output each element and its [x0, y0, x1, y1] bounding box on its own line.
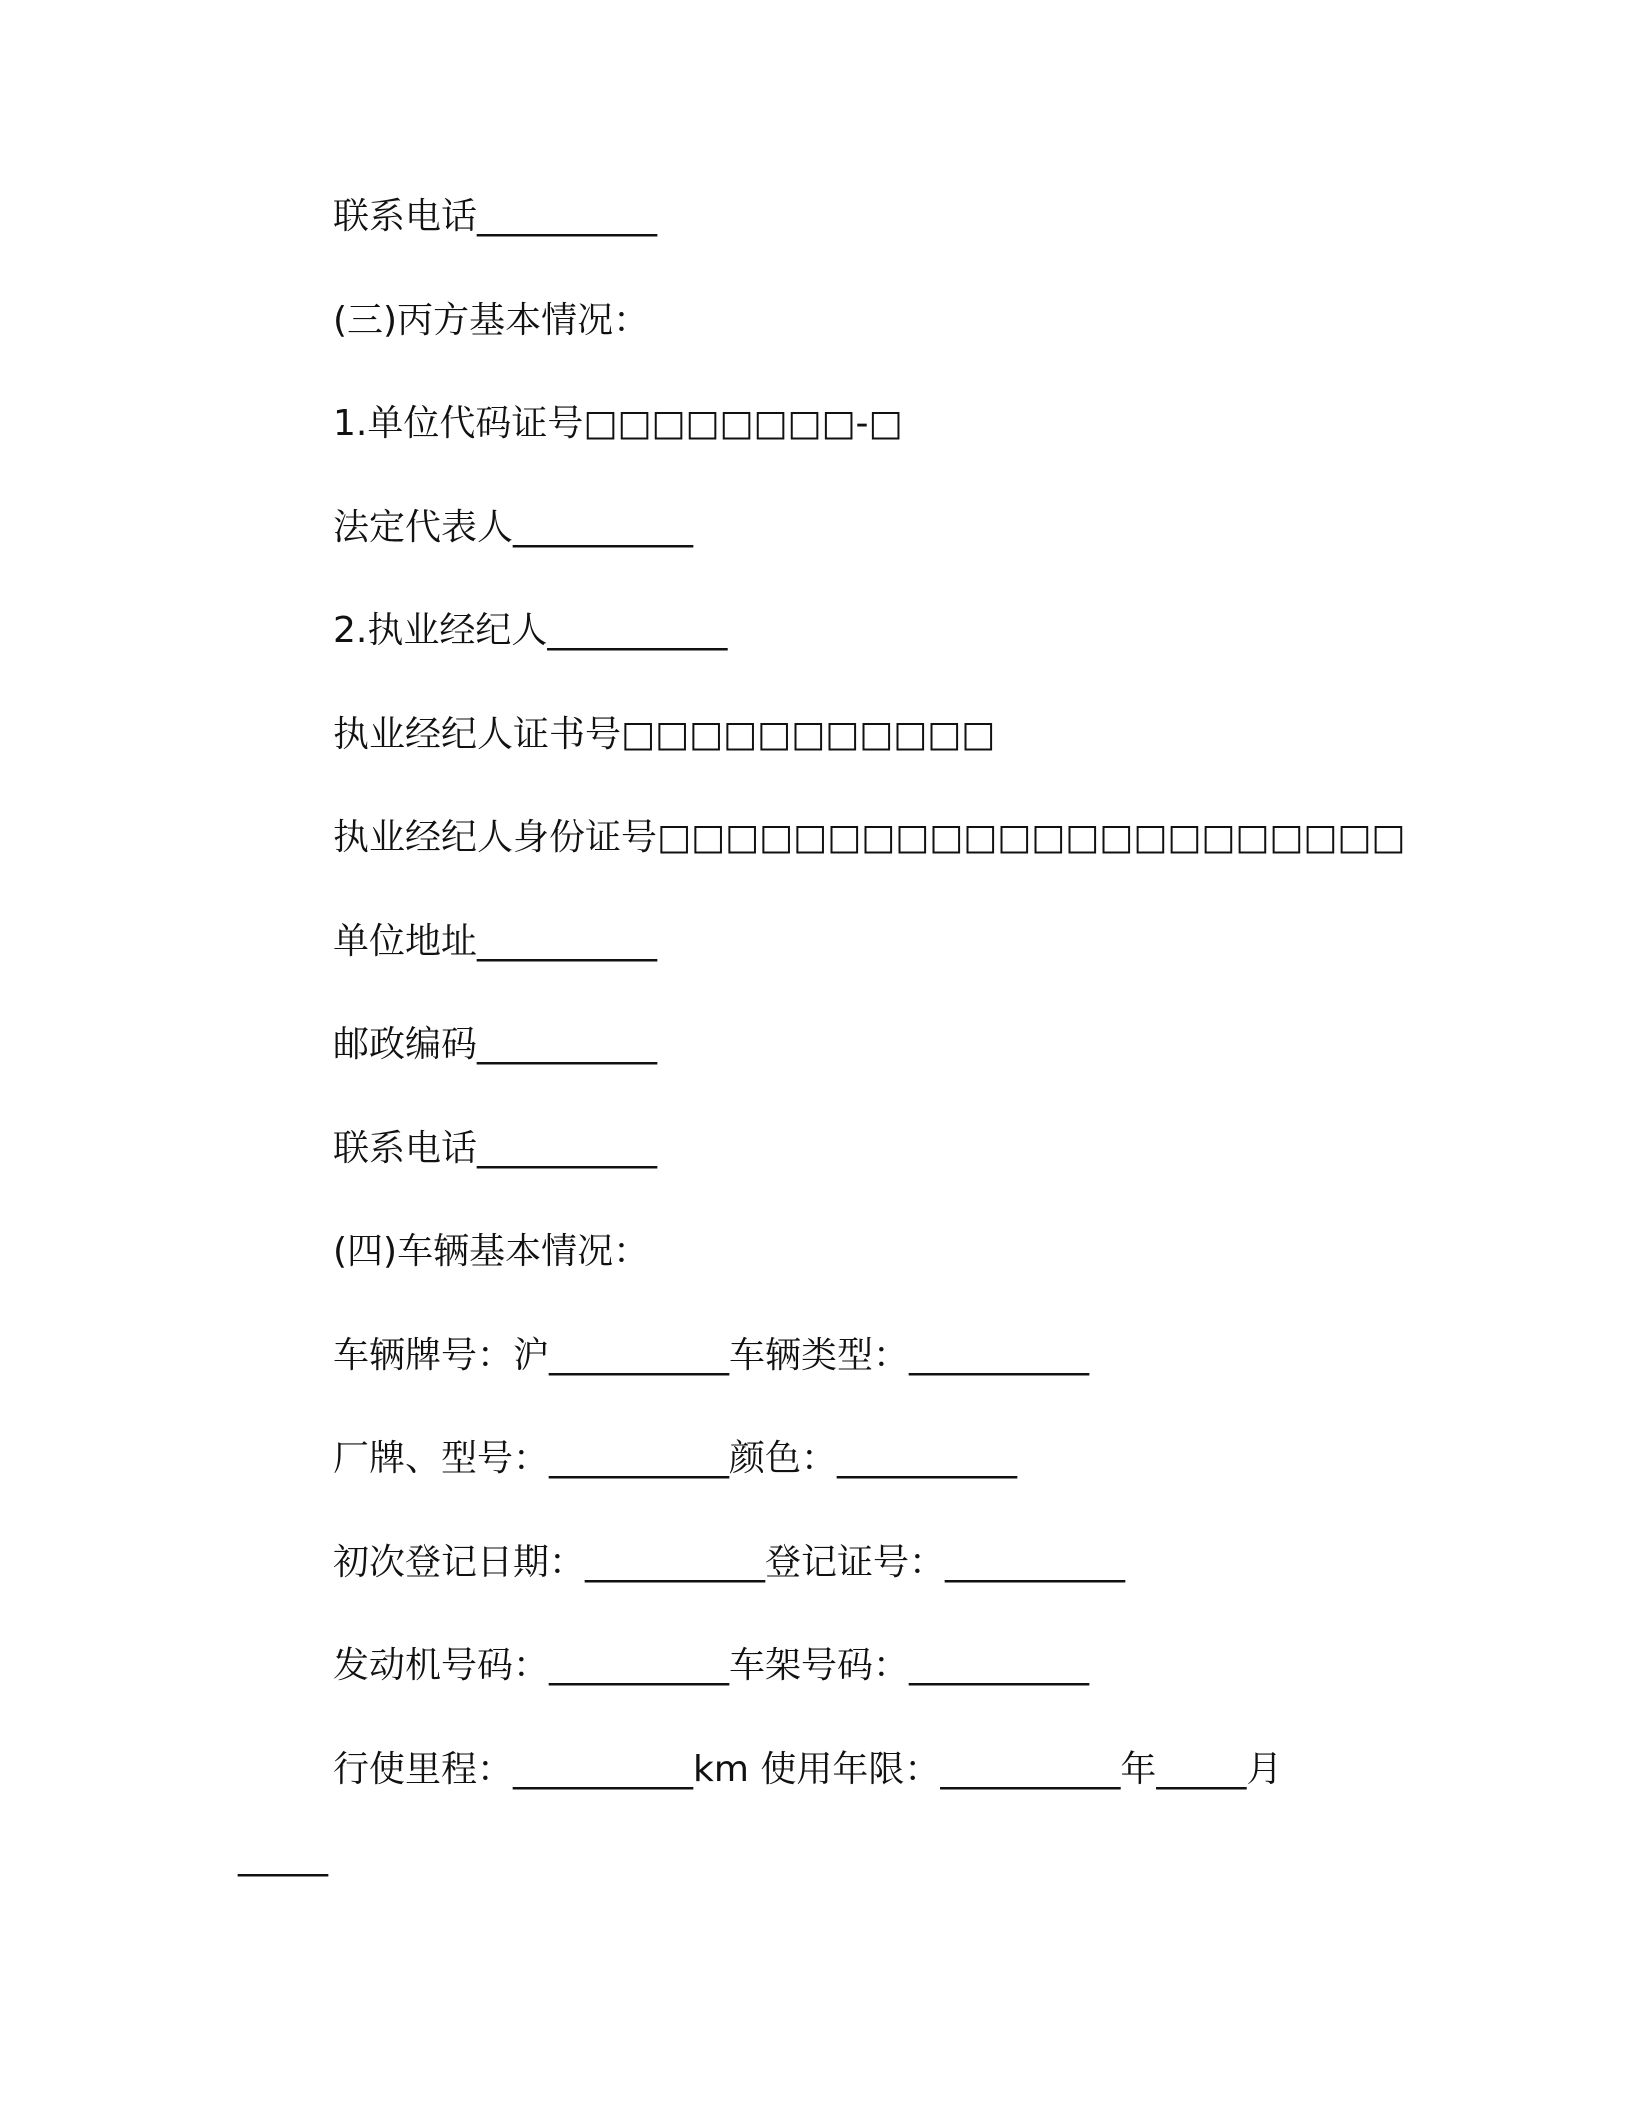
legal-representative-line: 法定代表人__________ — [333, 507, 694, 548]
postal-code-line: 邮政编码__________ — [333, 1024, 658, 1065]
mileage-years-line: 行使里程：__________km 使用年限：__________年_____月 — [333, 1749, 1283, 1790]
contact-phone-line-2: 联系电话__________ — [333, 1128, 658, 1169]
section-four-heading: (四)车辆基本情况： — [333, 1231, 650, 1272]
licensed-broker-line: 2.执业经纪人__________ — [333, 610, 728, 651]
unit-code-line: 1.单位代码证号□□□□□□□□-□ — [333, 403, 903, 444]
engine-frame-line: 发动机号码：__________车架号码：__________ — [333, 1645, 1090, 1686]
broker-certificate-line: 执业经纪人证书号□□□□□□□□□□□ — [333, 714, 996, 755]
contact-phone-line: 联系电话__________ — [333, 196, 658, 237]
registration-line: 初次登记日期：__________登记证号：__________ — [333, 1542, 1126, 1583]
mileage-years-line-tail: _____ — [238, 1836, 328, 1877]
unit-address-line: 单位地址__________ — [333, 921, 658, 962]
brand-color-line: 厂牌、型号：__________颜色：__________ — [333, 1438, 1018, 1479]
plate-type-line: 车辆牌号：沪__________车辆类型：__________ — [333, 1335, 1090, 1376]
broker-id-line: 执业经纪人身份证号□□□□□□□□□□□□□□□□□□□□□□ — [333, 817, 1406, 858]
section-three-heading: (三)丙方基本情况： — [333, 300, 650, 341]
